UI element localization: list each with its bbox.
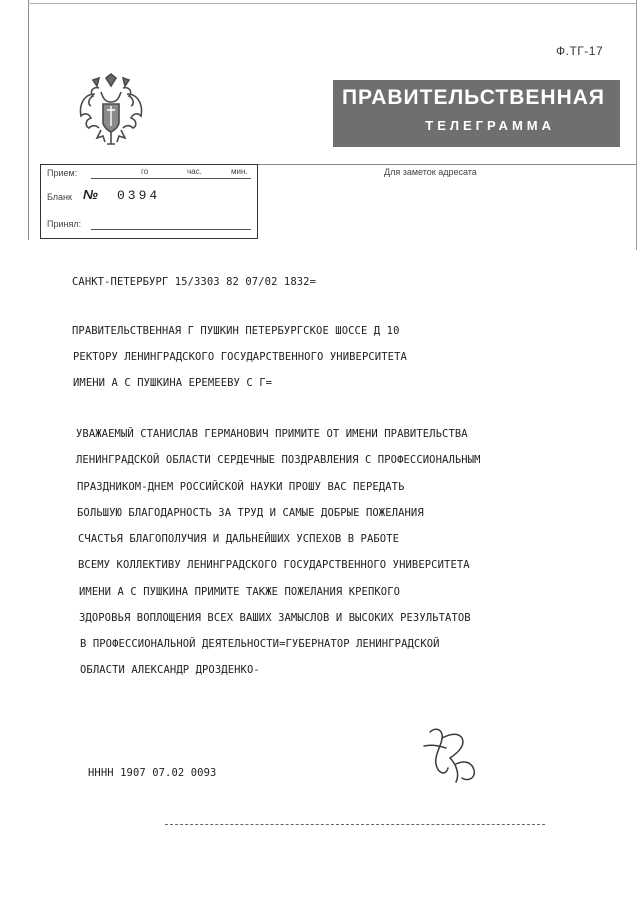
hour-hint: час. (187, 167, 202, 176)
body-line: ВСЕМУ КОЛЛЕКТИВУ ЛЕНИНГРАДСКОГО ГОСУДАРСТВЕННОГО УНИВЕРСИТЕТА (78, 559, 470, 571)
accepted-line (91, 229, 251, 230)
body-line: ОБЛАСТИ АЛЕКСАНДР ДРОЗДЕНКО- (80, 664, 260, 676)
form-code: Ф.ТГ-17 (556, 44, 604, 58)
telegram-origin: САНКТ-ПЕТЕРБУРГ 15/3303 82 07/02 1832= (72, 276, 317, 288)
document-title: ПРАВИТЕЛЬСТВЕННАЯ (341, 86, 605, 109)
form-border-right (636, 0, 637, 250)
notes-label: Для заметок адресата (384, 167, 477, 177)
number-sign: № (83, 187, 98, 202)
body-line: ПРАЗДНИКОМ-ДНЕМ РОССИЙСКОЙ НАУКИ ПРОШУ ВАС ПЕРЕДАТЬ (77, 481, 405, 493)
body-line: СЧАСТЬЯ БЛАГОПОЛУЧИЯ И ДАЛЬНЕЙШИХ УСПЕХОВ В РАБОТЕ (78, 533, 400, 545)
body-line: ИМЕНИ А С ПУШКИНА ПРИМИТЕ ТАКЖЕ ПОЖЕЛАНИЯ КРЕПКОГО (79, 586, 401, 598)
received-line (91, 178, 251, 179)
double-headed-eagle-icon (75, 72, 147, 148)
body-line: В ПРОФЕССИОНАЛЬНОЙ ДЕЯТЕЛЬНОСТИ=ГУБЕРНАТОР ЛЕНИНГРАДСКОЙ (80, 638, 440, 650)
minute-hint: мин. (231, 167, 248, 176)
address-line: ИМЕНИ А С ПУШКИНА ЕРЕМЕЕВУ С Г= (73, 377, 273, 389)
title-banner (333, 80, 620, 147)
blank-label: Бланк (47, 192, 72, 202)
notes-divider (257, 164, 636, 165)
handwritten-signature (420, 724, 482, 788)
form-border-left (28, 0, 29, 240)
address-line: ПРАВИТЕЛЬСТВЕННАЯ Г ПУШКИН ПЕТЕРБУРГСКОЕ ШОССЕ Д 10 (72, 325, 400, 337)
telegram-footer: НННН 1907 07.02 0093 (88, 767, 217, 779)
bottom-dashed-line (165, 824, 545, 825)
body-line: УВАЖАЕМЫЙ СТАНИСЛАВ ГЕРМАНОВИЧ ПРИМИТЕ ОТ ИМЕНИ ПРАВИТЕЛЬСТВА (76, 428, 468, 440)
day-hint: го (141, 167, 149, 176)
accepted-label: Принял: (47, 219, 82, 229)
document-subtitle: ТЕЛЕГРАММА (425, 118, 555, 133)
body-line: БОЛЬШУЮ БЛАГОДАРНОСТЬ ЗА ТРУД И САМЫЕ ДОБРЫЕ ПОЖЕЛАНИЯ (77, 507, 424, 519)
blank-number: 0394 (117, 188, 161, 203)
body-line: ЛЕНИНГРАДСКОЙ ОБЛАСТИ СЕРДЕЧНЫЕ ПОЗДРАВЛЕНИЯ С ПРОФЕССИОНАЛЬНЫМ (76, 454, 481, 466)
body-line: ЗДОРОВЬЯ ВОПЛОЩЕНИЯ ВСЕХ ВАШИХ ЗАМЫСЛОВ И ВЫСОКИХ РЕЗУЛЬТАТОВ (79, 612, 471, 624)
reception-box (40, 164, 258, 239)
form-border-top (28, 3, 636, 4)
received-label: Прием: (47, 168, 78, 178)
address-line: РЕКТОРУ ЛЕНИНГРАДСКОГО ГОСУДАРСТВЕННОГО УНИВЕРСИТЕТА (73, 351, 407, 363)
